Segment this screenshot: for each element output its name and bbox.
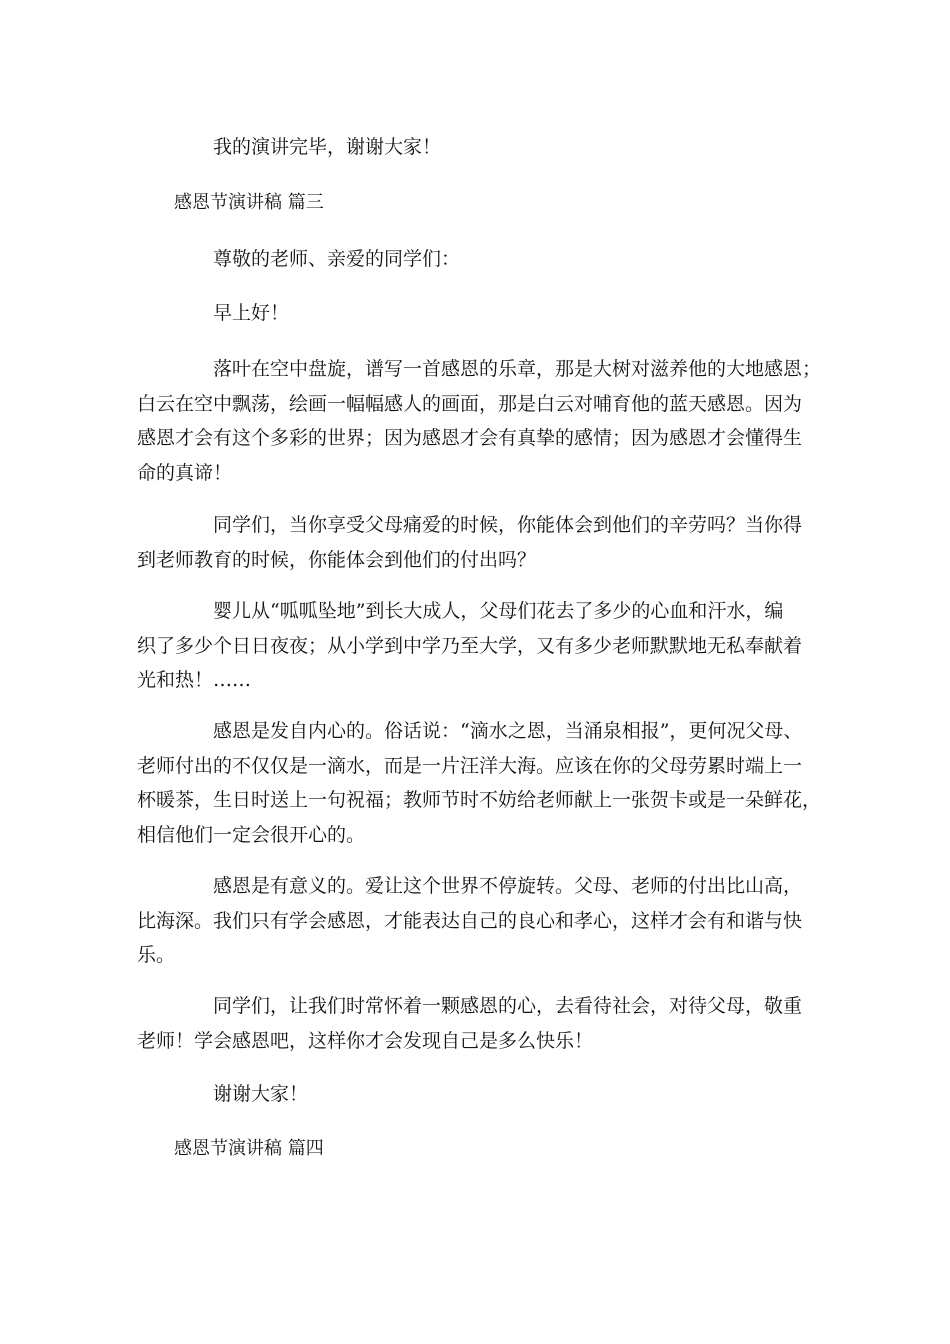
paragraph-1 <box>137 352 821 491</box>
paragraph-line: 老师付出的不仅仅是一滴水，而是一片汪洋大海。应该在你的父母劳累时端上一 <box>137 754 803 777</box>
paragraph-line: 老师！学会感恩吧，这样你才会发现自己是多么快乐！ <box>137 1029 594 1052</box>
salutation-line: 尊敬的老师、亲爱的同学们： <box>213 248 461 270</box>
paragraph-line: 比海深。我们只有学会感恩，才能表达自己的良心和孝心，这样才会有和谐与快 <box>137 909 803 932</box>
paragraph-line: 光和热！…… <box>137 669 252 692</box>
paragraph-line: 白云在空中飘荡，绘画一幅幅感人的画面，那是白云对哺育他的蓝天感恩。因为 <box>137 392 803 415</box>
paragraph-2 <box>137 508 821 577</box>
paragraph-line: 感恩是有意义的。爱让这个世界不停旋转。父母、老师的付出比山高， <box>213 875 803 897</box>
paragraph-line: 同学们，让我们时常怀着一颗感恩的心，去看待社会，对待父母，敬重 <box>213 995 803 1017</box>
paragraph-5 <box>137 869 821 973</box>
paragraph-line: 婴儿从“呱呱坠地”到长大成人，父母们花去了多少的心血和汗水，编 <box>213 600 784 622</box>
paragraph-line: 相信他们一定会很开心的。 <box>137 824 366 847</box>
paragraph-line: 命的真谛！ <box>137 462 233 485</box>
paragraph-line: 感恩是发自内心的。俗话说：“滴水之恩，当涌泉相报”，更何况父母、 <box>213 720 803 742</box>
paragraph-line: 织了多少个日日夜夜；从小学到中学乃至大学，又有多少老师默默地无私奉献着 <box>137 634 803 657</box>
section-heading-4: 感恩节演讲稿 篇四 <box>174 1138 324 1159</box>
paragraph-line: 杯暖茶，生日时送上一句祝福；教师节时不妨给老师献上一张贺卡或是一朵鲜花， <box>137 789 822 812</box>
closing-line-2: 谢谢大家！ <box>213 1083 309 1105</box>
paragraph-4 <box>137 714 821 853</box>
paragraph-line: 同学们，当你享受父母痛爱的时候，你能体会到他们的辛劳吗？当你得 <box>213 514 803 536</box>
paragraph-line: 到老师教育的时候，你能体会到他们的付出吗？ <box>137 548 537 571</box>
paragraph-6 <box>137 989 821 1058</box>
section-heading-3: 感恩节演讲稿 篇三 <box>174 192 324 213</box>
closing-line-1: 我的演讲完毕，谢谢大家！ <box>213 136 442 158</box>
paragraph-line: 感恩才会有这个多彩的世界；因为感恩才会有真挚的感情；因为感恩才会懂得生 <box>137 427 803 450</box>
greeting-line: 早上好！ <box>213 302 290 324</box>
paragraph-line: 落叶在空中盘旋，谱写一首感恩的乐章，那是大树对滋养他的大地感恩； <box>213 358 822 380</box>
paragraph-3 <box>137 594 821 698</box>
paragraph-line: 乐。 <box>137 944 176 967</box>
